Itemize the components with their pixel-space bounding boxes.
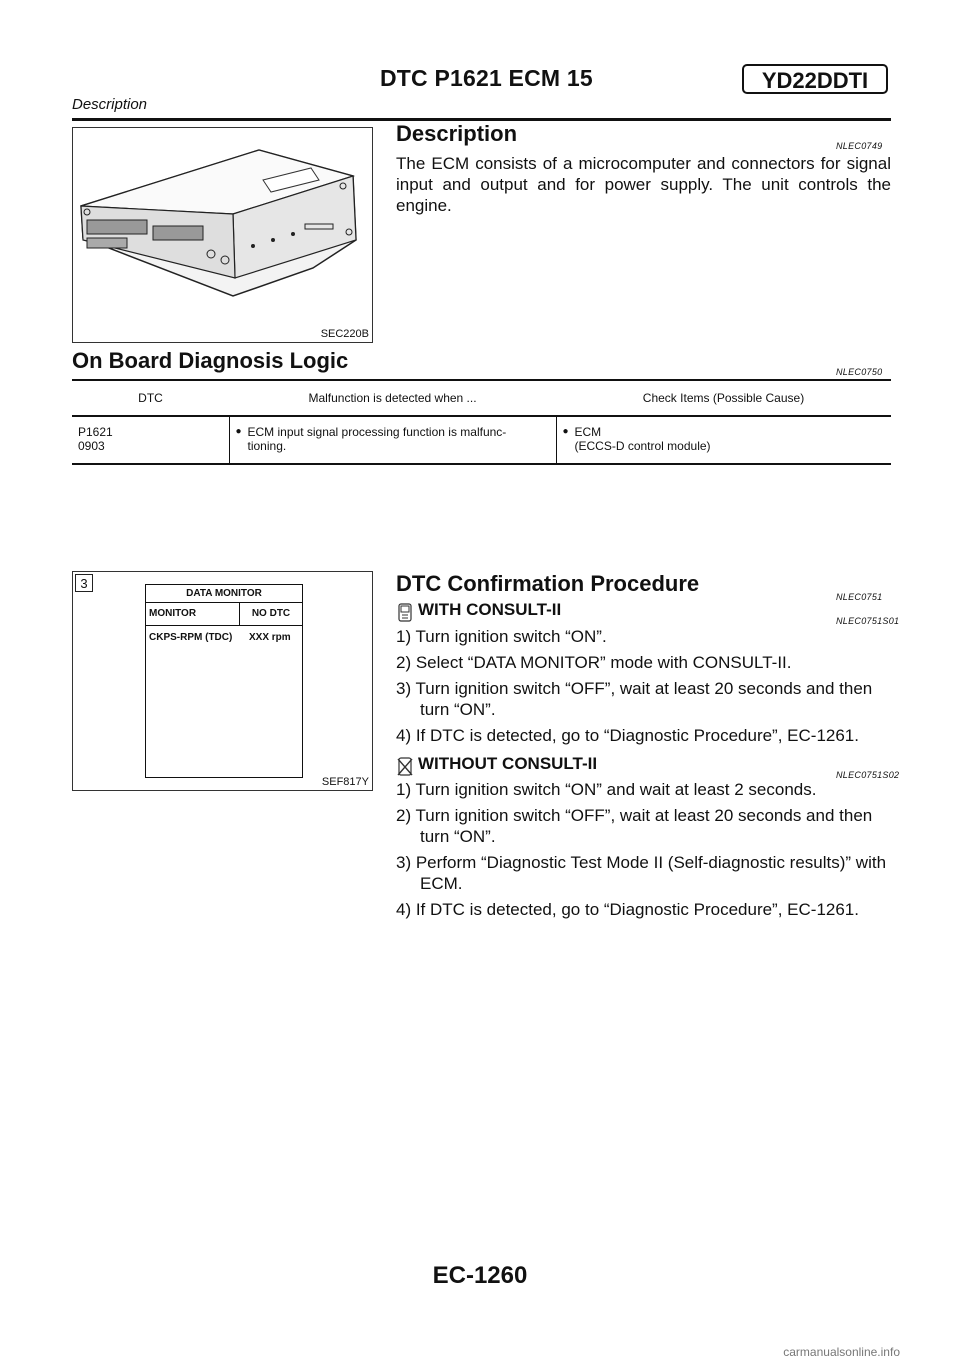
monitor-item-value: XXX rpm bbox=[249, 632, 291, 643]
no-consult-icon bbox=[396, 757, 414, 777]
without-step-2: 2) Turn ignition switch “OFF”, wait at least 20 seconds and then bbox=[396, 806, 873, 825]
monitor-screen bbox=[145, 584, 303, 778]
with-consult-heading: WITH CONSULT-II bbox=[418, 600, 562, 619]
col-check-items: Check Items (Possible Cause) bbox=[556, 380, 891, 416]
confirmation-code: NLEC0751 bbox=[836, 592, 883, 602]
dtc-code: P1621 bbox=[78, 425, 113, 439]
table-row bbox=[72, 416, 891, 464]
watermark: carmanualsonline.info bbox=[783, 1345, 900, 1359]
without-step-4: 4) If DTC is detected, go to “Diagnostic Procedure”, EC-1261. bbox=[396, 900, 859, 919]
malfunction-text-cont: tioning. bbox=[247, 439, 287, 453]
ecm-figure bbox=[72, 127, 373, 343]
check-text: ECM bbox=[574, 425, 602, 439]
monitor-header-row bbox=[146, 603, 302, 626]
monitor-col-status: NO DTC bbox=[251, 608, 291, 619]
col-malfunction: Malfunction is detected when ... bbox=[229, 380, 556, 416]
without-step-2-cont: turn “ON”. bbox=[420, 827, 496, 846]
page-subtitle: Description bbox=[72, 96, 148, 113]
bullet-icon: ● bbox=[562, 426, 569, 437]
description-text: The ECM consists of a microcomputer and connectors for signal input and output and for power supply. The unit controls the engine. bbox=[396, 154, 891, 215]
consult-tool-icon bbox=[396, 603, 414, 623]
with-step-1: 1) Turn ignition switch “ON”. bbox=[396, 627, 607, 646]
obd-heading: On Board Diagnosis Logic bbox=[72, 348, 349, 373]
page-number: EC-1260 bbox=[432, 1262, 528, 1289]
bullet-icon: ● bbox=[235, 426, 242, 437]
description-heading: Description bbox=[396, 121, 518, 146]
description-code: NLEC0749 bbox=[836, 141, 883, 151]
engine-badge: YD22DDTI bbox=[742, 64, 888, 94]
monitor-item-row bbox=[146, 626, 302, 649]
without-step-3-cont: ECM. bbox=[420, 874, 463, 893]
monitor-item-name: CKPS-RPM (TDC) bbox=[149, 632, 233, 643]
without-consult-code: NLEC0751S02 bbox=[836, 770, 900, 780]
check-cell bbox=[556, 416, 891, 464]
with-consult-code: NLEC0751S01 bbox=[836, 616, 900, 626]
with-step-4: 4) If DTC is detected, go to “Diagnostic Procedure”, EC-1261. bbox=[396, 726, 859, 745]
page-title: DTC P1621 ECM 15 bbox=[380, 65, 593, 91]
confirmation-heading: DTC Confirmation Procedure bbox=[396, 571, 700, 596]
without-step-1: 1) Turn ignition switch “ON” and wait at least 2 seconds. bbox=[396, 780, 817, 799]
col-dtc: DTC bbox=[72, 380, 229, 416]
without-consult-heading: WITHOUT CONSULT-II bbox=[418, 754, 598, 773]
obd-code: NLEC0750 bbox=[836, 367, 883, 377]
ecm-unit-illustration bbox=[73, 128, 372, 328]
dtc-cell bbox=[72, 416, 229, 464]
obd-table bbox=[72, 379, 891, 465]
figure-label: SEC220B bbox=[320, 328, 369, 340]
dtc-code-alt: 0903 bbox=[78, 439, 105, 453]
with-step-3: 3) Turn ignition switch “OFF”, wait at least 20 seconds and then bbox=[396, 679, 873, 698]
malfunction-cell bbox=[229, 416, 556, 464]
without-step-3: 3) Perform “Diagnostic Test Mode II (Self-diagnostic results)” with bbox=[396, 853, 887, 872]
with-step-2: 2) Select “DATA MONITOR” mode with CONSULT-II. bbox=[396, 653, 792, 672]
data-monitor-figure bbox=[72, 571, 373, 791]
step-number-box: 3 bbox=[75, 574, 93, 592]
monitor-col-label: MONITOR bbox=[146, 603, 240, 625]
figure-label: SEF817Y bbox=[321, 776, 369, 788]
with-step-3-cont: turn “ON”. bbox=[420, 700, 496, 719]
check-text-cont: (ECCS-D control module) bbox=[574, 439, 711, 453]
monitor-title: DATA MONITOR bbox=[146, 585, 302, 603]
malfunction-text: ECM input signal processing function is malfunc- bbox=[247, 425, 507, 439]
